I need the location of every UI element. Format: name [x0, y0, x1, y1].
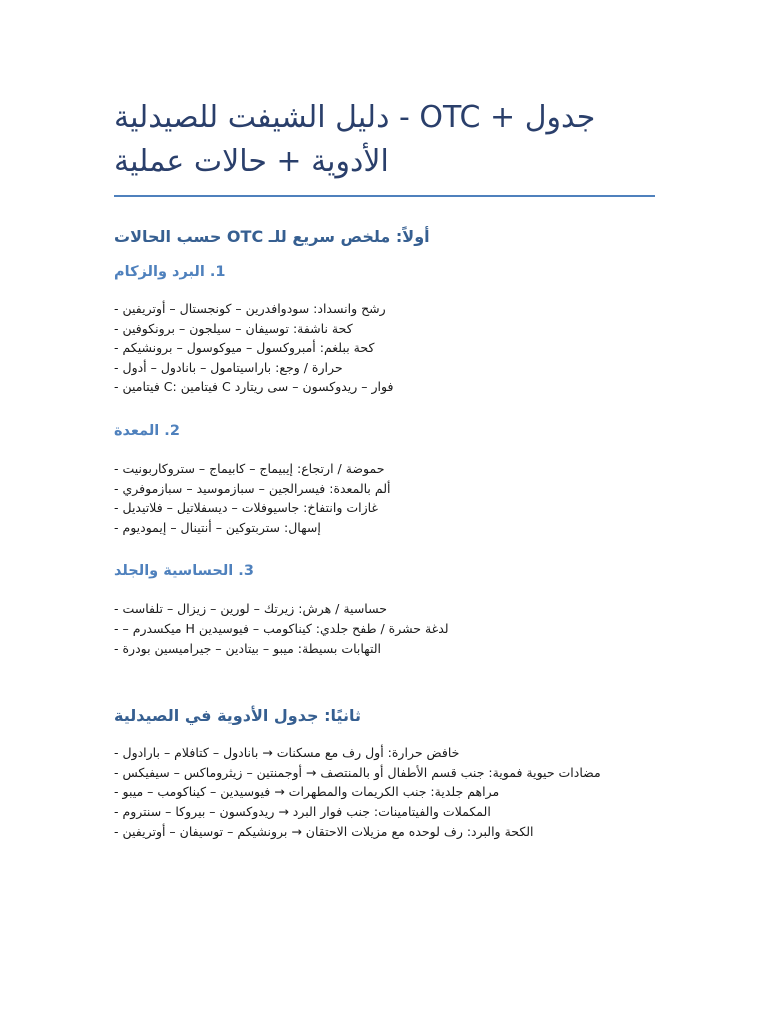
subheading-cold-flu: 1. البرد والزكام [114, 264, 226, 280]
title-underline [114, 195, 655, 197]
list-item: خافض حرارة: أول رف مع مسكنات → بانادول – كتافلام – بارادول - [114, 745, 460, 761]
list-pharmacy-shelves [114, 743, 655, 841]
list-item: فوار – ريدوكسون – سى ريتارد C فيتامين :C فيتامين - [114, 379, 394, 395]
list-item: الكحة والبرد: رف لوحده مع مزيلات الاحتقان → برونشيكم – توسيفان – أوتريفين - [114, 823, 534, 839]
subheading-stomach: 2. المعدة [114, 422, 180, 439]
list-item: حرارة / وجع: باراسيتامول – بانادول – أدول - [114, 359, 343, 375]
list-item: إسهال: ستربتوكين – أنتينال – إيموديوم - [114, 519, 321, 535]
list-stomach [114, 459, 655, 537]
list-item: المكملات والفيتامينات: جنب فوار البرد → ريدوكسون – بيروكا – سنتروم - [114, 803, 491, 819]
list-item: حموضة / ارتجاع: إيبيماج – كابيماج – ستروكاربونيت - [114, 460, 385, 476]
list-item: مراهم جلدية: جنب الكريمات والمطهرات → فيوسيدين – كيناكومب – ميبو - [114, 784, 500, 800]
list-item: ألم بالمعدة: فيسرالجين – سبازموسيد – سبازموفري - [114, 480, 391, 496]
section-heading-summary: أولاً: ملخص سريع للـ OTC حسب الحالات [114, 227, 430, 246]
list-item: غازات وانتفاخ: جاسيوفلات – ديسفلاتيل – فلاتيديل - [114, 500, 378, 516]
list-item: كحة ببلغم: أمبروكسول – ميوكوسول – برونشيكم - [114, 340, 375, 356]
subheading-allergy-skin: 3. الحساسية والجلد [114, 563, 254, 580]
list-cold-flu [114, 299, 655, 397]
list-item: لدغة حشرة / طفح جلدي: كيناكومب – فيوسيدين H ميكسدرم – - [114, 620, 449, 636]
list-item: التهابات بسيطة: ميبو – بيتادين – جيراميسين بودرة - [114, 640, 381, 656]
section-heading-pharmacy-table: ثانيًا: جدول الأدوية في الصيدلية [114, 706, 362, 726]
list-item: مضادات حيوية فموية: جنب قسم الأطفال أو بالمنتصف → أوجمنتين – زيثروماكس – سيفيكس - [114, 764, 601, 780]
list-item: كحة ناشفة: توسيفان – سيلجون – برونكوفين - [114, 320, 353, 336]
document-title: جدول + OTC - دليل الشيفت للصيدلية الأدوية + حالات عملية [114, 100, 596, 179]
document-page [114, 96, 655, 841]
list-item: حساسية / هرش: زيرتك – لورين – زيزال – تلفاست - [114, 601, 387, 617]
list-item: رشح وانسداد: سودوافدرين – كونجستال – أوتريفين - [114, 301, 386, 316]
list-allergy-skin [114, 599, 655, 658]
